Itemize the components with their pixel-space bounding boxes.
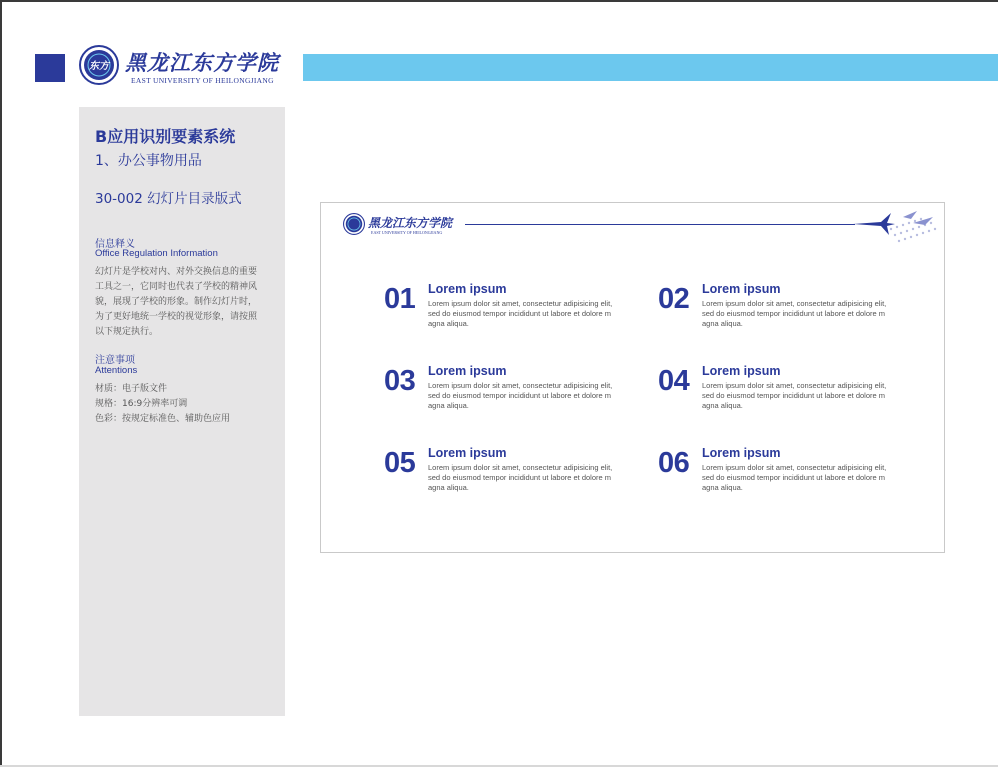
slide-seal-icon [343, 213, 365, 235]
toc-title: Lorem ipsum [428, 446, 507, 460]
toc-number: 05 [384, 447, 416, 479]
toc-description: Lorem ipsum dolor sit amet, consectetur adipisicing elit, sed do eiusmod tempor incididunt ut labore et dolore magna aliqua. [702, 299, 887, 328]
item-code-title: 30-002 幻灯片目录版式 [95, 191, 242, 207]
toc-item-04 [658, 365, 918, 425]
category-heading: B应用识别要素系统 [95, 127, 236, 146]
slide-preview [320, 202, 945, 553]
info-description [95, 265, 275, 340]
attention-title: 注意事项 [95, 355, 135, 366]
toc-title: Lorem ipsum [702, 446, 781, 460]
toc-number: 01 [384, 283, 416, 315]
svg-text:东方: 东方 [89, 61, 109, 72]
slide-university-name-en: EAST UNIVERSITY OF HEILONGJIANG [371, 230, 443, 235]
info-line: 貌，展现了学校的形象。制作幻灯片时， [95, 297, 258, 307]
info-line: 幻灯片是学校对内、对外交换信息的重要 [95, 267, 258, 277]
info-line: 为了更好地统一学校的视觉形象，请按照 [95, 312, 258, 322]
toc-description: Lorem ipsum dolor sit amet, consectetur adipisicing elit, sed do eiusmod tempor incididunt ut labore et dolore magna aliqua. [428, 463, 613, 492]
info-title: 信息释义 [95, 239, 135, 250]
info-line: 工具之一，它同时也代表了学校的精神风 [95, 282, 258, 292]
page-border-top [0, 0, 998, 2]
toc-number: 04 [658, 365, 690, 397]
toc-item-03 [384, 365, 644, 425]
brand-color-block [35, 54, 65, 82]
info-line: 以下规定执行。 [95, 327, 159, 337]
info-title-en: Office Regulation Information [95, 248, 218, 259]
toc-number: 06 [658, 447, 690, 479]
university-seal-icon [79, 45, 119, 85]
toc-title: Lorem ipsum [702, 282, 781, 296]
toc-number: 03 [384, 365, 416, 397]
page-border-left [0, 0, 2, 767]
toc-description: Lorem ipsum dolor sit amet, consectetur adipisicing elit, sed do eiusmod tempor incididunt ut labore et dolore magna aliqua. [428, 381, 613, 410]
toc-title: Lorem ipsum [702, 364, 781, 378]
toc-title: Lorem ipsum [428, 364, 507, 378]
slide-logo [343, 213, 463, 239]
attention-title-en: Attentions [95, 365, 138, 376]
toc-item-02 [658, 283, 918, 343]
toc-item-01 [384, 283, 644, 343]
toc-description: Lorem ipsum dolor sit amet, consectetur adipisicing elit, sed do eiusmod tempor incididunt ut labore et dolore magna aliqua. [702, 463, 887, 492]
slide-header-rule [465, 224, 855, 225]
subcategory-heading: 1、办公事物用品 [95, 153, 202, 169]
header-accent-band [303, 54, 998, 81]
university-name-en: EAST UNIVERSITY OF HEILONGJIANG [131, 76, 274, 85]
toc-item-06 [658, 447, 918, 507]
attention-item: 色彩：按规定标准色、辅助色应用 [95, 414, 231, 424]
toc-description: Lorem ipsum dolor sit amet, consectetur adipisicing elit, sed do eiusmod tempor incididunt ut labore et dolore magna aliqua. [702, 381, 887, 410]
slide-university-name-cn: 黑龙江东方学院 [368, 216, 453, 230]
toc-description: Lorem ipsum dolor sit amet, consectetur adipisicing elit, sed do eiusmod tempor incididunt ut labore et dolore magna aliqua. [428, 299, 613, 328]
attention-item: 材质：电子版文件 [95, 384, 168, 394]
aircraft-trail-icon [851, 209, 943, 249]
university-logo [79, 45, 289, 89]
toc-title: Lorem ipsum [428, 282, 507, 296]
university-name-cn: 黑龙江东方学院 [125, 50, 279, 75]
toc-number: 02 [658, 283, 690, 315]
attention-list [95, 382, 230, 427]
attention-item: 规格：16:9分辨率可调 [95, 399, 188, 409]
toc-item-05 [384, 447, 644, 507]
